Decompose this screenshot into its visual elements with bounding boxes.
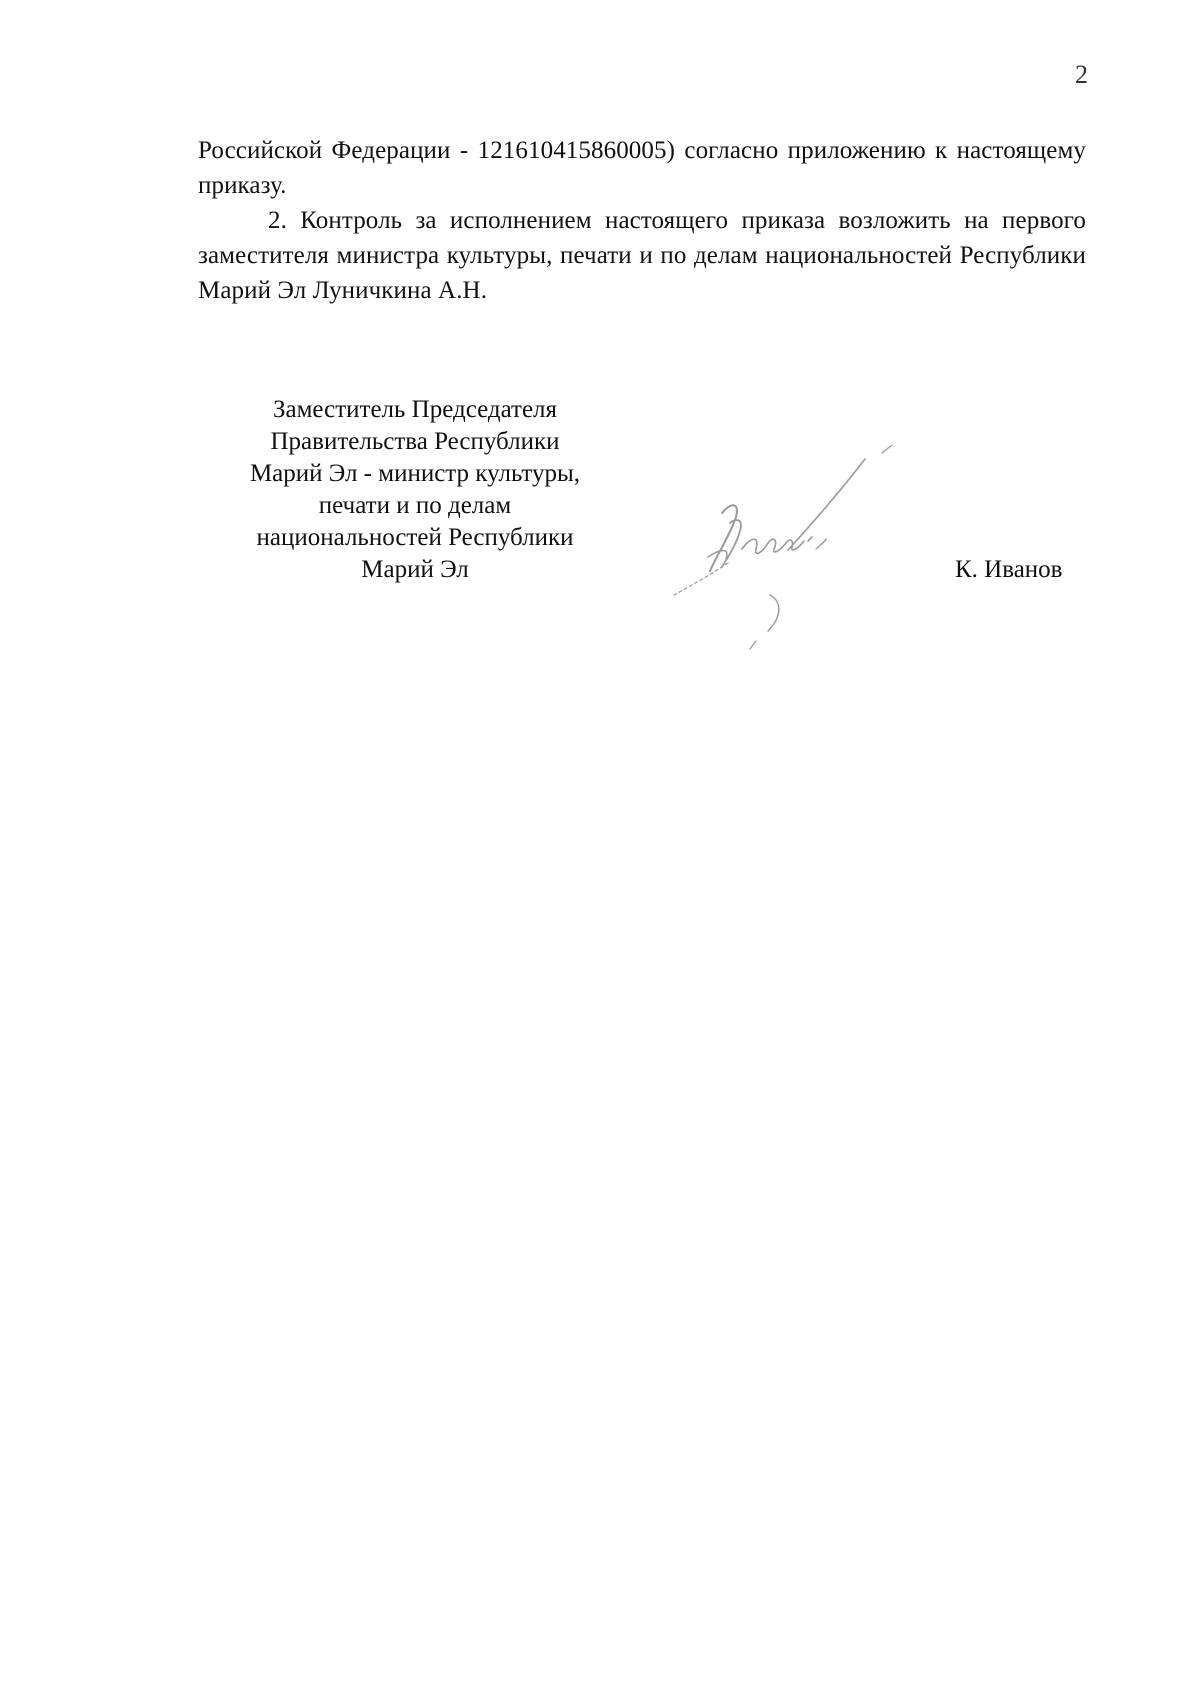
signature-stroke <box>742 539 804 553</box>
signature-stroke <box>808 537 812 541</box>
page-number: 2 <box>1075 60 1088 89</box>
signature-stroke <box>882 445 892 453</box>
signatory-name: К. Иванов <box>955 556 1063 583</box>
signature-stroke <box>816 539 826 549</box>
signatory-title-line: Марий Эл - министр культуры, <box>249 460 581 487</box>
signature-stroke <box>750 641 756 649</box>
paragraph-continuation: Российской Федерации - 121610415860005) согласно приложению к настоящему приказу. <box>198 137 1086 199</box>
signatory-title-line: Заместитель Председателя <box>272 396 558 423</box>
document-body <box>198 133 1086 308</box>
signatory-title <box>205 394 625 586</box>
signature-stroke <box>674 563 728 595</box>
signatory-title-line: печати и по делам <box>318 492 512 519</box>
signature-stroke <box>788 459 865 550</box>
signature-stroke <box>768 595 779 631</box>
signatory-title-line: Марий Эл <box>361 556 469 583</box>
signature-stroke <box>710 505 737 571</box>
signatory-title-line: Правительства Республики <box>270 428 560 455</box>
paragraph-item-2: 2. Контроль за исполнением настоящего приказа возложить на первого заместителя министра культуры, печати и по делам национальностей Республики Марий Эл Луничкина А.Н. <box>198 207 1086 304</box>
signatory-title-line: национальностей Республики <box>256 524 574 551</box>
handwritten-signature <box>670 445 970 655</box>
